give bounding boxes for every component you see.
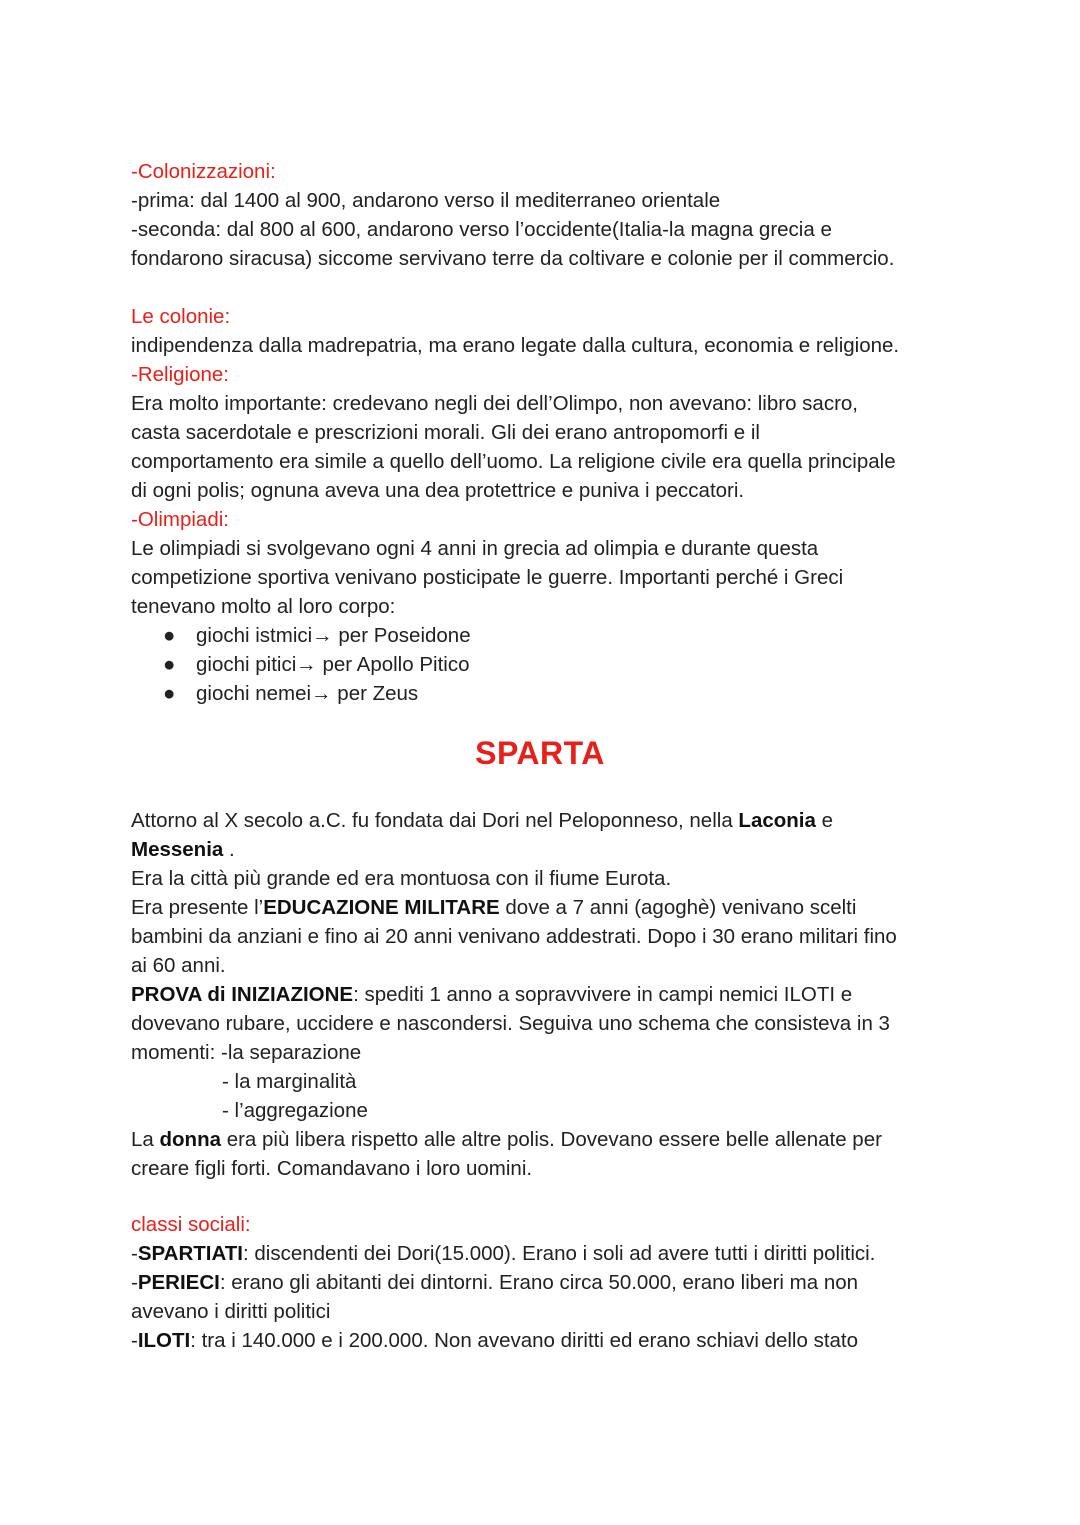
text-line <box>131 980 852 1009</box>
text-span: La <box>131 1128 160 1151</box>
bold-term: ILOTI <box>137 1329 191 1352</box>
bullet-icon: ● <box>163 682 176 705</box>
text-span: . <box>223 838 235 861</box>
text-line: avevano i diritti politici <box>131 1300 331 1323</box>
text-span: - <box>131 1271 138 1294</box>
text-line: momenti: -la separazione <box>131 1041 362 1064</box>
text-span: dove a 7 anni (agoghè) venivano scelti <box>499 896 857 919</box>
text-span: : tra i 140.000 e i 200.000. Non avevano diritti ed erano schiavi dello stato <box>190 1329 859 1352</box>
text-line: dovevano rubare, uccidere e nascondersi. Seguiva uno schema che consisteva in 3 <box>131 1012 890 1035</box>
section-heading-colonie: Le colonie: <box>131 305 231 328</box>
bullet-icon: ● <box>163 653 176 676</box>
text-line: Era molto importante: credevano negli dei dell’Olimpo, non avevano: libro sacro, <box>131 392 858 415</box>
bold-term: EDUCAZIONE MILITARE <box>263 896 500 919</box>
text-span: - <box>131 1242 138 1265</box>
text-line: fondarono siracusa) siccome servivano terre da coltivare e colonie per il commercio. <box>131 247 895 270</box>
text-line: competizione sportiva venivano posticipate le guerre. Importanti perché i Greci <box>131 566 844 589</box>
text-span: : erano gli abitanti dei dintorni. Erano circa 50.000, erano liberi ma non <box>219 1271 859 1294</box>
text-line <box>131 1268 858 1297</box>
text-line: Le olimpiadi si svolgevano ogni 4 anni in grecia ad olimpia e durante questa <box>131 537 819 560</box>
bullet-icon: ● <box>163 624 176 647</box>
text-line: -prima: dal 1400 al 900, andarono verso il mediterraneo orientale <box>131 189 721 212</box>
section-heading-colonizzazioni: -Colonizzazioni: <box>131 160 276 183</box>
bold-term: Laconia <box>738 809 816 832</box>
text-span: : spediti 1 anno a sopravvivere in campi nemici ILOTI e <box>353 983 853 1006</box>
text-span: e <box>815 809 833 832</box>
text-line: indipendenza dalla madrepatria, ma erano legate dalla cultura, economia e religione. <box>131 334 900 357</box>
text-line: casta sacerdotale e prescrizioni morali. Gli dei erano antropomorfi e il <box>131 421 760 444</box>
bold-term: PROVA di INIZIAZIONE <box>131 983 354 1006</box>
section-heading-olimpiadi: -Olimpiadi: <box>131 508 229 531</box>
text-line <box>131 835 235 864</box>
text-span: Attorno al X secolo a.C. fu fondata dai Dori nel Peloponneso, nella <box>131 809 739 832</box>
text-line: bambini da anziani e fino ai 20 anni venivano addestrati. Dopo i 30 erano militari fino <box>131 925 897 948</box>
text-line: -seconda: dal 800 al 600, andarono verso l’occidente(Italia-la magna grecia e <box>131 218 832 241</box>
text-line: - l’aggregazione <box>222 1099 368 1122</box>
text-line <box>131 893 856 922</box>
text-line <box>131 806 833 835</box>
list-item: giochi istmici→ per Poseidone <box>196 624 471 647</box>
text-span: : discendenti dei Dori(15.000). Erano i soli ad avere tutti i diritti politici. <box>242 1242 876 1265</box>
section-heading-religione: -Religione: <box>131 363 229 386</box>
page-title-sparta: SPARTA <box>475 735 605 771</box>
text-span: Era presente l’ <box>131 896 264 919</box>
text-line: di ogni polis; ognuna aveva una dea protettrice e puniva i peccatori. <box>131 479 745 502</box>
bold-term: SPARTIATI <box>137 1242 243 1265</box>
text-line <box>131 1125 882 1154</box>
text-line: Era la città più grande ed era montuosa con il fiume Eurota. <box>131 867 672 890</box>
text-line <box>131 1239 875 1268</box>
text-line: - la marginalità <box>222 1070 357 1093</box>
text-line <box>131 1326 858 1355</box>
text-line: creare figli forti. Comandavano i loro uomini. <box>131 1157 533 1180</box>
section-heading-classi-sociali: classi sociali: <box>131 1213 251 1236</box>
text-line: comportamento era simile a quello dell’uomo. La religione civile era quella principale <box>131 450 896 473</box>
bold-term: Messenia <box>131 838 224 861</box>
bold-term: donna <box>159 1128 221 1151</box>
text-span: - <box>131 1329 138 1352</box>
bold-term: PERIECI <box>137 1271 220 1294</box>
text-line: ai 60 anni. <box>131 954 226 977</box>
text-line: tenevano molto al loro corpo: <box>131 595 396 618</box>
list-item: giochi pitici→ per Apollo Pitico <box>196 653 470 676</box>
list-item: giochi nemei→ per Zeus <box>196 682 419 705</box>
text-span: era più libera rispetto alle altre polis. Dovevano essere belle allenate per <box>221 1128 882 1151</box>
